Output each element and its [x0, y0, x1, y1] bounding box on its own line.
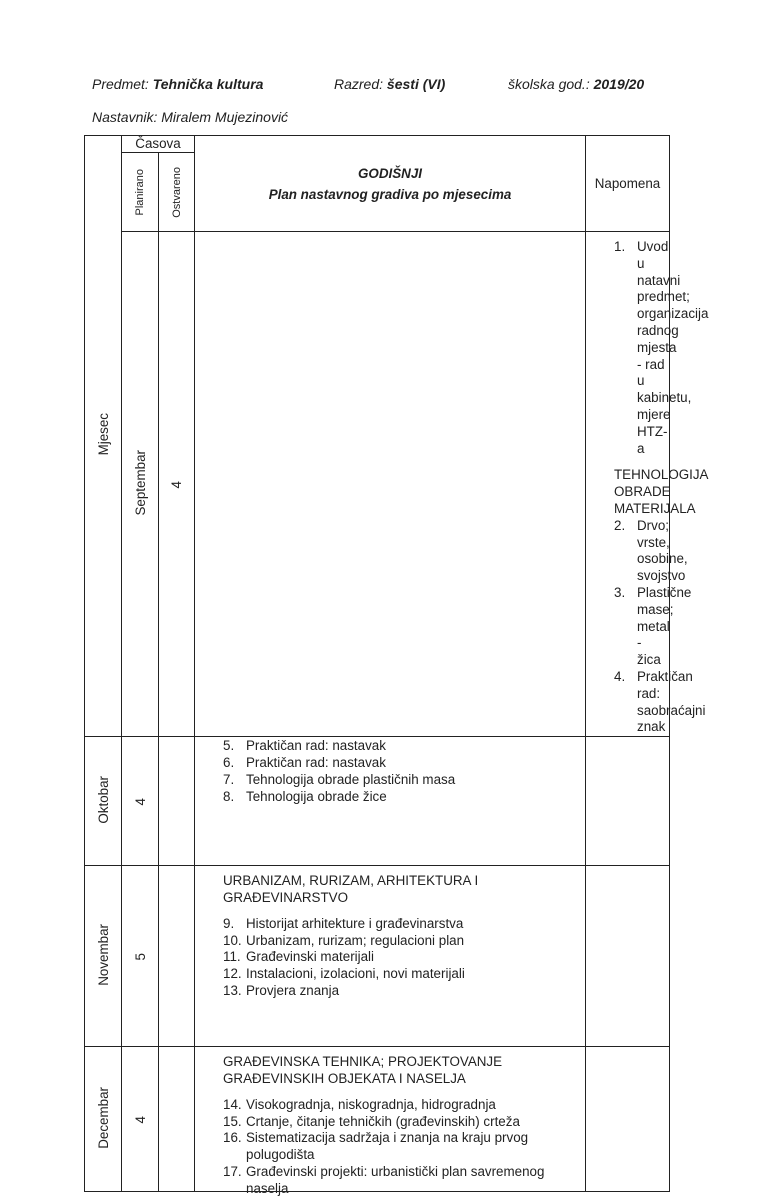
list-item: [223, 1097, 581, 1114]
planirano-cell: [122, 737, 159, 866]
item-text: Građevinski projekti: urbanistički plan savremenog naselja: [246, 1163, 545, 1196]
godina-label: školska god.:: [508, 76, 590, 92]
item-text: Urbanizam, rurizam; regulacioni plan: [246, 932, 465, 948]
napomena-header: Napomena: [586, 136, 670, 232]
item-text: Tehnologija obrade plastičnih masa: [246, 771, 456, 787]
month-row-oktobar: [85, 737, 670, 866]
ostvareno-cell: [159, 737, 195, 866]
item-text: Visokogradnja, niskogradnja, hidrogradnja: [246, 1096, 496, 1112]
item-text: Provjera znanja: [246, 982, 340, 998]
napomena-cell: [586, 866, 670, 1047]
item-text: Praktičan rad: saobraćajni znak: [637, 668, 706, 735]
year-line: [508, 76, 644, 92]
list-item: [614, 239, 709, 457]
item-number: 2.: [614, 517, 626, 533]
nastavnik-value: Miralem Mujezinović: [161, 109, 289, 125]
nastavnik-label: Nastavnik:: [92, 109, 158, 125]
ostvareno-header-label: Ostvareno: [170, 166, 183, 218]
month-name: [122, 232, 159, 737]
month-name-label: Novembar: [95, 923, 111, 986]
plan-title-line1: GODIŠNJI: [358, 165, 422, 181]
ostvareno-cell: [159, 1047, 195, 1192]
table-head-row: [85, 136, 670, 232]
item-number: 15.: [223, 1113, 242, 1129]
grade-line: [334, 76, 445, 92]
month-row-decembar: [85, 1047, 670, 1192]
plan-title-line2: Plan nastavnog gradiva po mjesecima: [268, 186, 512, 202]
list-item: [614, 668, 706, 736]
subject-line: [92, 76, 263, 92]
list-item: [223, 949, 581, 966]
item-text: Instalacioni, izolacioni, novi materijali: [246, 966, 465, 982]
list-item: [223, 789, 581, 806]
month-name: [85, 1047, 122, 1192]
item-text: Plastične mase; metal - žica: [637, 584, 692, 668]
list-item: [223, 755, 581, 772]
list-item: [223, 966, 581, 983]
plan-title: [195, 136, 586, 232]
godina-value: 2019/20: [593, 76, 645, 92]
section-heading: TEHNOLOGIJA OBRADE MATERIJALA: [614, 467, 708, 516]
planirano-value: 4: [169, 481, 184, 489]
item-number: 3.: [614, 584, 626, 600]
month-name-label: Oktobar: [95, 775, 111, 824]
item-text: Građevinski materijali: [246, 949, 374, 965]
item-number: 5.: [223, 738, 235, 754]
item-text: Historijat arhitekture i građevinarstva: [246, 915, 464, 931]
month-name-label: Decembar: [95, 1086, 111, 1149]
ostvareno-cell: [195, 232, 586, 737]
item-number: 12.: [223, 966, 242, 982]
casova-header: [122, 136, 195, 232]
month-name: [85, 866, 122, 1047]
list-item: [223, 916, 581, 933]
item-text: Praktičan rad: nastavak: [246, 738, 386, 754]
item-number: 13.: [223, 982, 242, 998]
casova-label: Časova: [122, 136, 194, 153]
item-text: Uvod u natavni predmet; organizacija radnog mjesta - rad u kabinetu, mjere HTZ-a: [637, 239, 709, 456]
item-text: Tehnologija obrade žice: [246, 788, 387, 804]
month-name-label: Septembar: [132, 449, 148, 516]
planirano-value: 4: [132, 798, 148, 806]
predmet-value: Tehnička kultura: [152, 76, 264, 92]
ostvareno-cell: [159, 866, 195, 1047]
planirano-value: 5: [132, 953, 148, 961]
section-heading: URBANIZAM, RURIZAM, ARHITEKTURA I GRAĐEVINARSTVO: [223, 873, 479, 905]
mjesec-header: [85, 136, 122, 737]
month-row-novembar: [85, 866, 670, 1047]
item-text: Drvo; vrste, osobine, svojstvo: [637, 517, 688, 584]
razred-label: Razred:: [334, 76, 384, 92]
planirano-header: [122, 153, 159, 231]
planirano-header-label: Planirano: [134, 168, 146, 216]
list-item: [223, 738, 581, 755]
month-name: [85, 737, 122, 866]
list-item: [614, 584, 692, 669]
item-text: Praktičan rad: nastavak: [246, 754, 386, 770]
item-number: 17.: [223, 1163, 242, 1179]
ostvareno-header: [159, 153, 194, 231]
section-heading: GRAĐEVINSKA TEHNIKA; PROJEKTOVANJE GRAĐEVINSKIH OBJEKATA I NASELJA: [223, 1054, 503, 1086]
razred-value: šesti (VI): [386, 76, 446, 92]
item-number: 6.: [223, 754, 235, 770]
planirano-cell: [159, 232, 195, 737]
planirano-cell: [122, 866, 159, 1047]
item-text: Crtanje, čitanje tehničkih (građevinskih) crteža: [246, 1113, 520, 1129]
list-item: [223, 1130, 581, 1164]
item-number: 10.: [223, 932, 242, 948]
list-item: [223, 772, 581, 789]
month-content: [195, 1047, 586, 1196]
list-item: [223, 1114, 581, 1131]
month-row-septembar: [85, 232, 670, 737]
item-number: 1.: [614, 239, 626, 254]
teacher-line: [92, 109, 288, 125]
mjesec-header-label: Mjesec: [95, 413, 111, 456]
item-number: 4.: [614, 668, 626, 684]
month-content: [586, 232, 709, 737]
planirano-cell: [122, 1047, 159, 1192]
item-number: 9.: [223, 915, 235, 931]
month-content: [195, 737, 586, 866]
list-item: [223, 983, 581, 1000]
item-number: 16.: [223, 1130, 242, 1146]
plan-table: [84, 135, 709, 1196]
napomena-cell: [586, 737, 670, 866]
predmet-label: Predmet:: [92, 76, 149, 92]
item-text: Sistematizacija sadržaja i znanja na kraju prvog polugodišta: [246, 1130, 529, 1163]
month-content: [195, 866, 586, 1047]
item-number: 8.: [223, 788, 235, 804]
item-number: 11.: [223, 949, 241, 965]
item-number: 14.: [223, 1096, 242, 1112]
list-item: [223, 933, 581, 950]
list-item: [223, 1164, 581, 1197]
planirano-value: 4: [132, 1116, 148, 1124]
napomena-cell: [586, 1047, 670, 1192]
item-number: 7.: [223, 771, 235, 787]
list-item: [614, 517, 688, 585]
